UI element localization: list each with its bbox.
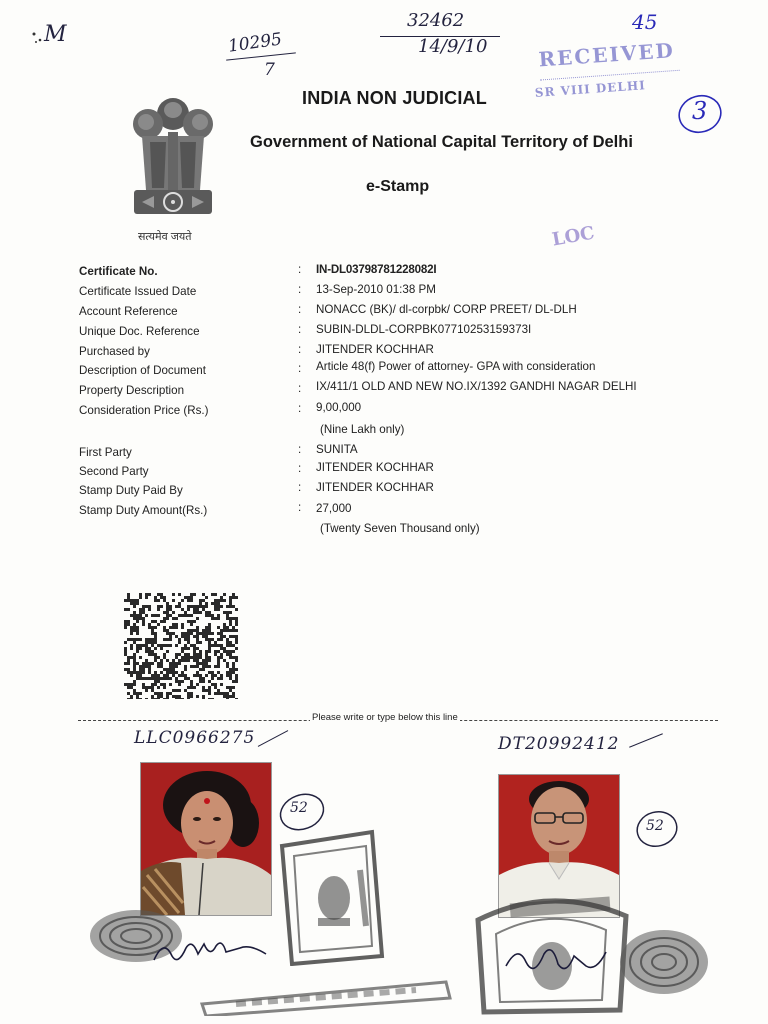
loc-stamp: LOC bbox=[550, 222, 597, 251]
label-second-party: Second Party bbox=[79, 465, 149, 478]
value-unique-doc-reference: SUBIN-DLDL-CORPBK07710253159373I bbox=[316, 323, 532, 336]
label-consideration-price: Consideration Price (Rs.) bbox=[79, 404, 209, 417]
document-title: INDIA NON JUDICIAL bbox=[302, 88, 487, 108]
label-stamp-duty-amount: Stamp Duty Amount(Rs.) bbox=[79, 504, 208, 517]
handwritten-photo2-code: DT20992412 bbox=[498, 734, 620, 754]
label-account-reference: Account Reference bbox=[79, 305, 178, 318]
government-name: Government of National Capital Territory of Delhi bbox=[250, 133, 633, 151]
received-stamp-dotted-line bbox=[540, 70, 680, 81]
received-stamp-line2: SR VIII DELHI bbox=[534, 78, 647, 100]
handwritten-slash bbox=[629, 733, 663, 747]
value-stamp-duty-amount: 27,000 bbox=[316, 502, 352, 515]
label-first-party: First Party bbox=[79, 446, 132, 459]
stamp-duty-amount-words: (Twenty Seven Thousand only) bbox=[320, 522, 480, 535]
value-consideration-price: 9,00,000 bbox=[316, 401, 362, 414]
handwritten-number-left: 10295 bbox=[226, 29, 284, 57]
colon: : bbox=[298, 283, 302, 296]
colon: : bbox=[298, 501, 302, 514]
colon: : bbox=[298, 443, 302, 456]
emblem-motto: सत्यमेव जयते bbox=[138, 231, 192, 243]
handwritten-slash bbox=[258, 730, 288, 747]
office-seal-left bbox=[272, 826, 390, 966]
value-property-description: IX/411/1 OLD AND NEW NO.IX/1392 GANDHI NAGAR DELHI bbox=[316, 380, 637, 393]
colon: : bbox=[298, 362, 302, 375]
colon: : bbox=[298, 343, 302, 356]
handwritten-photo1-code: LLC0966275 bbox=[134, 728, 256, 748]
received-stamp-line1: RECEIVED bbox=[537, 38, 676, 72]
thumbprint-right bbox=[616, 926, 712, 998]
circled-number bbox=[676, 93, 724, 135]
value-stamp-duty-paid-by: JITENDER KOCHHAR bbox=[316, 481, 434, 494]
label-unique-doc-reference: Unique Doc. Reference bbox=[79, 325, 200, 338]
label-certificate-no: Certificate No. bbox=[79, 265, 158, 278]
circled-number-text: 3 bbox=[692, 97, 708, 125]
value-issued-date: 13-Sep-2010 01:38 PM bbox=[316, 283, 436, 296]
colon: : bbox=[298, 263, 302, 276]
value-certificate-no: IN-DL03798781228082I bbox=[316, 263, 437, 276]
colon: : bbox=[298, 303, 302, 316]
handwritten-top-right: 45 bbox=[632, 10, 658, 34]
circle-mark-text: 52 bbox=[290, 800, 308, 816]
circle-mark-text: 52 bbox=[646, 818, 664, 834]
handwritten-number-left-sub: 7 bbox=[264, 60, 275, 80]
scribble-dots bbox=[30, 28, 46, 44]
handwritten-date-top: 14/9/10 bbox=[418, 36, 488, 57]
colon: : bbox=[298, 462, 302, 475]
handwritten-mark-top-left: M bbox=[44, 22, 67, 47]
value-account-reference: NONACC (BK)/ dl-corpbk/ CORP PREET/ DL-DLH bbox=[316, 303, 577, 316]
value-second-party: JITENDER KOCHHAR bbox=[316, 461, 434, 474]
first-party-photo bbox=[140, 762, 272, 916]
label-property-description: Property Description bbox=[79, 384, 185, 397]
circle-mark bbox=[632, 806, 682, 852]
consideration-price-words: (Nine Lakh only) bbox=[320, 423, 405, 436]
value-description-of-document: Article 48(f) Power of attorney- GPA with consideration bbox=[316, 360, 596, 373]
cut-line-label: Please write or type below this line bbox=[312, 712, 458, 723]
label-purchased-by: Purchased by bbox=[79, 345, 150, 358]
qr-code bbox=[124, 593, 238, 699]
colon: : bbox=[298, 382, 302, 395]
national-emblem bbox=[120, 92, 226, 224]
document-type: e-Stamp bbox=[366, 178, 430, 195]
colon: : bbox=[298, 402, 302, 415]
label-stamp-duty-paid-by: Stamp Duty Paid By bbox=[79, 484, 183, 497]
colon: : bbox=[298, 323, 302, 336]
bottom-stamp-smudge bbox=[196, 964, 456, 1016]
value-first-party: SUNITA bbox=[316, 443, 358, 456]
handwritten-number-top: 32462 bbox=[407, 10, 465, 31]
label-issued-date: Certificate Issued Date bbox=[79, 285, 197, 298]
label-description-of-document: Description of Document bbox=[79, 364, 206, 377]
colon: : bbox=[298, 481, 302, 494]
value-purchased-by: JITENDER KOCHHAR bbox=[316, 343, 434, 356]
signature-second-party bbox=[500, 940, 610, 980]
